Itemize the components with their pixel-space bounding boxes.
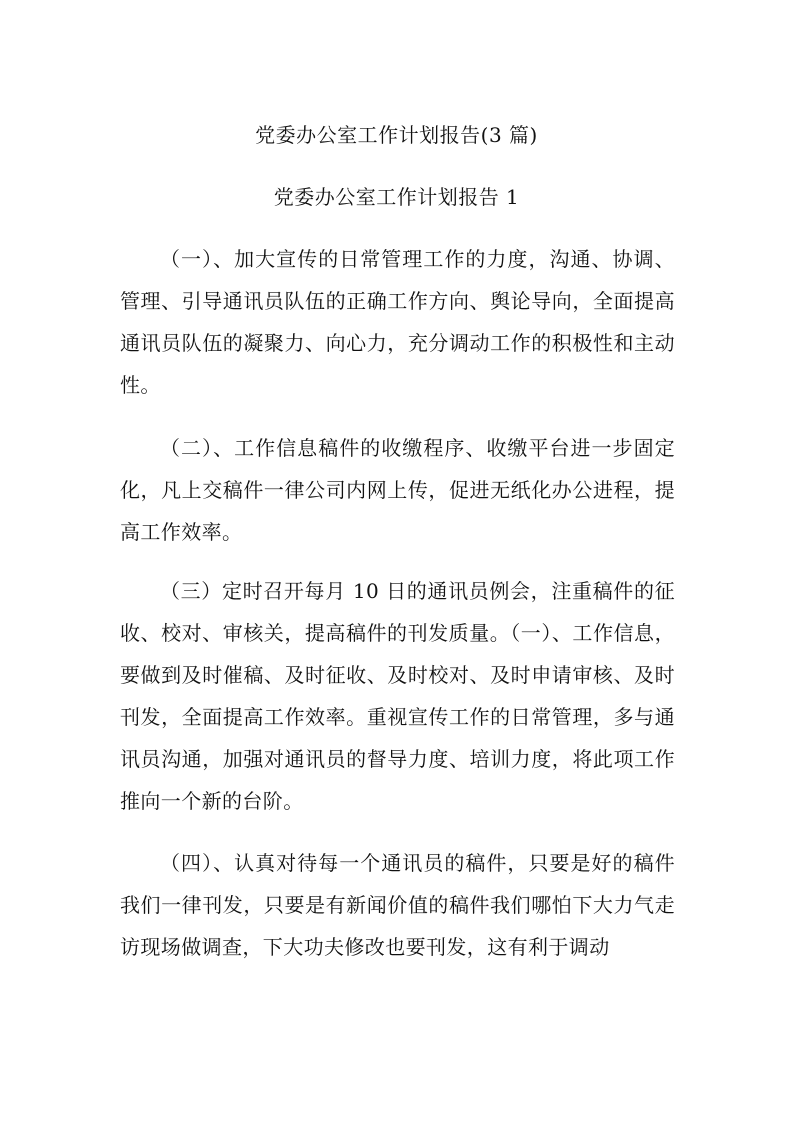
paragraph-2: （二）、工作信息稿件的收缴程序、收缴平台进一步固定化，凡上交稿件一律公司内网上传，促进无纸化办公进程，提高工作效率。 [120, 436, 675, 544]
paragraph-1: （一）、加大宣传的日常管理工作的力度，沟通、协调、管理、引导通讯员队伍的正确工作方向、舆论导向，全面提高通讯员队伍的凝聚力、向心力，充分调动工作的积极性和主动性。 [120, 247, 675, 397]
document-title: 党委办公室工作计划报告(3 篇) [255, 123, 538, 147]
document-subtitle: 党委办公室工作计划报告 1 [273, 185, 520, 209]
paragraph-4: （四）、认真对待每一个通讯员的稿件，只要是好的稿件我们一律刊发，只要是有新闻价值的稿件我们哪怕下大力气走访现场做调查，下大功夫修改也要刊发，这有利于调动 [120, 851, 675, 959]
paragraph-3: （三）定时召开每月 10 日的通讯员例会，注重稿件的征收、校对、审核关，提高稿件的刊发质量。（一）、工作信息，要做到及时催稿、及时征收、及时校对、及时申请审核、及时刊发，全面提高工作效率。重视宣传工作的日常管理，多与通讯员沟通，加强对通讯员的督导力度、培训力度，将此项工作推向一个新的台阶。 [120, 579, 675, 813]
